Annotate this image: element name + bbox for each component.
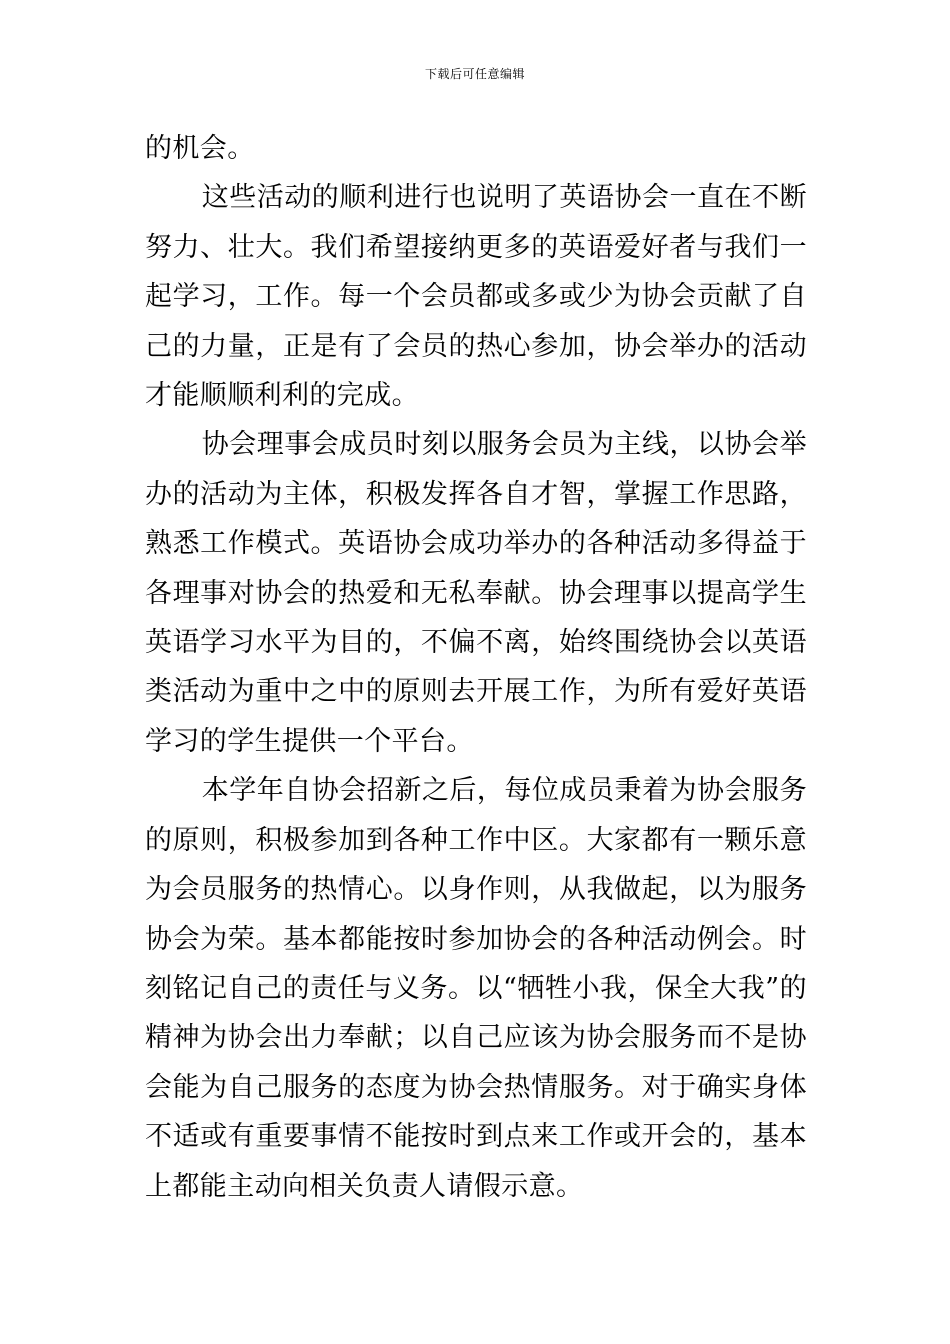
paragraph-2: 这些活动的顺利进行也说明了英语协会一直在不断努力、壮大。我们希望接纳更多的英语爱好者与我们一起学习，工作。每一个会员都或多或少为协会贡献了自己的力量，正是有了会员的热心参加，协会举办的活动才能顺顺利利的完成。 xyxy=(145,182,807,412)
page-header: 下载后可任意编辑 xyxy=(424,67,525,81)
paragraph-4: 本学年自协会招新之后，每位成员秉着为协会服务的原则，积极参加到各种工作中区。大家都有一颗乐意为会员服务的热情心。以身作则，从我做起，以为服务协会为荣。基本都能按时参加协会的各种活动例会。时刻铭记自己的责任与义务。以“牺牲小我，保全大我”的精神为协会出力奉献；以自己应该为协会服务而不是协会能为自己服务的态度为协会热情服务。对于确实身体不适或有重要事情不能按时到点来工作或开会的，基本上都能主动向相关负责人请假示意。 xyxy=(145,775,807,1202)
paragraph-3: 协会理事会成员时刻以服务会员为主线，以协会举办的活动为主体，积极发挥各自才智，掌握工作思路，熟悉工作模式。英语协会成功举办的各种活动多得益于各理事对协会的热爱和无私奉献。协会理事以提高学生英语学习水平为目的，不偏不离，始终围绕协会以英语类活动为重中之中的原则去开展工作，为所有爱好英语学习的学生提供一个平台。 xyxy=(145,429,807,757)
document-body xyxy=(145,124,807,1211)
paragraph-1: 的机会。 xyxy=(145,133,255,164)
